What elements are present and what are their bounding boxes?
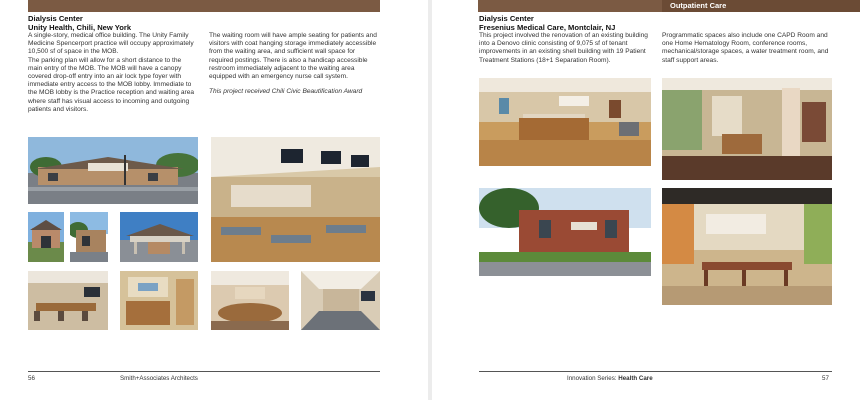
photo-waiting-room bbox=[211, 137, 380, 262]
photo-exam-room bbox=[120, 271, 198, 330]
photo-treatment-stations bbox=[479, 78, 651, 166]
photo-patient-bay bbox=[662, 78, 832, 180]
left-col1-paragraph-2: The parking plan will allow for a short distance to the main entry of the MOB. The MOB will have a canopy covered drop-off entry into an air lock type foyer with immediate entry access to the MOB lobby. Immediate to the MOB lobby is the Practice reception and waiting area where staff has visual access to incoming and outgoing patients and visitors. bbox=[28, 56, 195, 113]
photo-building-exterior bbox=[28, 137, 198, 204]
left-col2-paragraph-1: The waiting room will have ample seating for patients and visitors with coat hanging storage immediately accessible from the waiting area, and sufficient wall space for required postings. There is also a handicap accessible restroom immediately adjacent to the waiting area equipped with an emergency nurse call system. bbox=[209, 32, 377, 81]
photo-entrance-side bbox=[70, 212, 108, 262]
right-page-number: 57 bbox=[822, 375, 829, 382]
right-column-1 bbox=[479, 32, 651, 65]
photo-reception-desk bbox=[211, 271, 289, 330]
right-header-bar bbox=[478, 0, 860, 12]
photo-canopy-detail bbox=[28, 212, 64, 262]
right-heading-client: Fresenius Medical Care, Montclair, NJ bbox=[479, 23, 616, 32]
left-heading-title: Dialysis Center bbox=[28, 14, 83, 23]
photo-covered-dropoff bbox=[120, 212, 198, 262]
left-footer-label: Smith+Associates Architects bbox=[120, 375, 198, 382]
right-heading-title: Dialysis Center bbox=[479, 14, 534, 23]
left-heading bbox=[28, 14, 358, 32]
photo-corridor bbox=[301, 271, 380, 330]
photo-clinic-exterior bbox=[479, 188, 651, 276]
section-tab: Outpatient Care bbox=[662, 0, 860, 12]
right-col2-paragraph-1: Programmatic spaces also include one CAPD Room and one Home Hematology Room, conference rooms, mechanical/storage spaces, a water treatment room, and staff support areas. bbox=[662, 32, 829, 64]
left-column-2 bbox=[209, 32, 379, 96]
right-footer-rule bbox=[479, 371, 832, 372]
right-column-2 bbox=[662, 32, 834, 65]
award-note: This project received Chili Civic Beautification Award bbox=[209, 88, 363, 96]
left-page-number: 56 bbox=[28, 375, 35, 382]
left-footer-rule bbox=[28, 371, 380, 372]
right-footer-label bbox=[567, 375, 653, 382]
left-col1-paragraph-1: A single-story, medical office building. The Unity Family Medicine Spencerport practice will occupy approximately 10,500 sf of space in the MOB. bbox=[28, 32, 194, 56]
left-column-1 bbox=[28, 32, 196, 114]
photo-conference-room bbox=[28, 271, 108, 330]
photo-waiting-area-chairs bbox=[662, 188, 832, 305]
right-col1-paragraph-1: This project involved the renovation of an existing building into a Denovo clinic consisting of 9,075 sf of tenant improvements in an existing shell building with 19 Patient Treatment Stations (18+1 Separation Room). bbox=[479, 32, 648, 64]
left-heading-client: Unity Health, Chili, New York bbox=[28, 23, 132, 32]
footer-topic: Health Care bbox=[618, 375, 653, 382]
right-heading bbox=[479, 14, 659, 32]
footer-series: Innovation Series: bbox=[567, 375, 619, 382]
left-header-bar bbox=[28, 0, 380, 12]
